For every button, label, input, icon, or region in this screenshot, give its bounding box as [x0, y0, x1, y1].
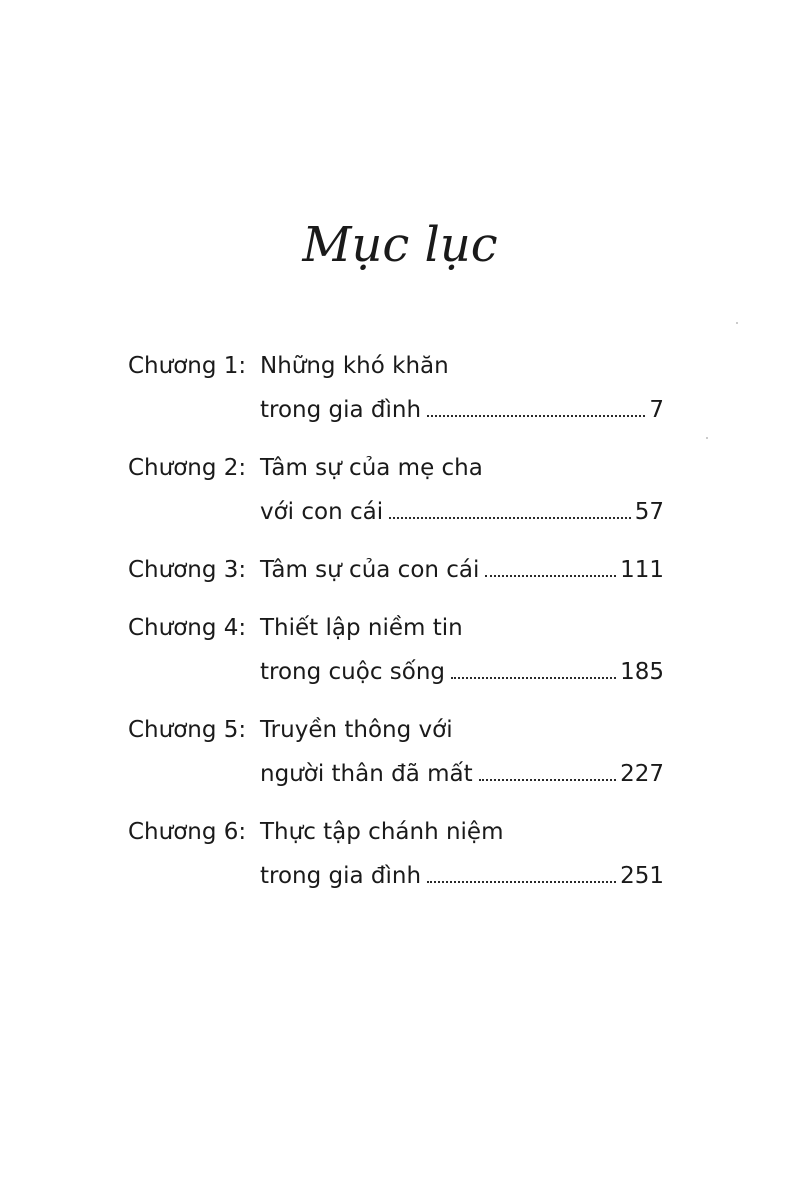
toc-entry-first-line	[128, 548, 668, 592]
page-title: Mục lục	[302, 217, 498, 273]
toc-entry-second-line	[128, 650, 668, 694]
dot-leader	[427, 880, 616, 883]
toc-entry-chapter-2[interactable]	[128, 446, 668, 534]
page-number: 57	[634, 499, 664, 525]
paper-speck	[706, 437, 708, 439]
toc-entry-first-line	[128, 606, 668, 650]
toc-entry-second-line	[128, 854, 668, 898]
chapter-title: Tâm sự của mẹ cha	[260, 455, 483, 481]
page-number: 111	[620, 557, 664, 583]
page-number: 251	[620, 863, 664, 889]
chapter-title: Những khó khăn	[260, 353, 449, 379]
chapter-title-continued: trong cuộc sống	[260, 659, 446, 685]
toc-entry-chapter-5[interactable]	[128, 708, 668, 796]
toc-entry-chapter-4[interactable]	[128, 606, 668, 694]
toc-entry-chapter-1[interactable]	[128, 344, 668, 432]
chapter-label: Chương 4:	[128, 615, 247, 641]
page-number: 185	[620, 659, 664, 685]
toc-entry-chapter-6[interactable]	[128, 810, 668, 898]
toc-entry-chapter-3[interactable]	[128, 548, 668, 592]
page-number: 7	[649, 397, 664, 423]
dot-leader	[389, 516, 631, 519]
chapter-label: Chương 1:	[128, 353, 247, 379]
toc-entry-second-line	[128, 752, 668, 796]
dot-leader	[451, 676, 616, 679]
toc-entry-first-line	[128, 708, 668, 752]
dot-leader	[427, 414, 645, 417]
page-number: 227	[620, 761, 664, 787]
toc-entry-first-line	[128, 344, 668, 388]
chapter-title: Tâm sự của con cái	[260, 557, 480, 583]
paper-speck	[736, 322, 738, 324]
chapter-title: Thiết lập niềm tin	[260, 615, 463, 641]
toc-entry-first-line	[128, 810, 668, 854]
toc-entry-second-line	[128, 490, 668, 534]
table-of-contents	[128, 344, 668, 912]
dot-leader	[479, 778, 616, 781]
toc-entry-second-line	[128, 388, 668, 432]
chapter-label: Chương 5:	[128, 717, 247, 743]
chapter-label: Chương 2:	[128, 455, 247, 481]
chapter-title-continued: người thân đã mất	[260, 761, 473, 787]
chapter-label: Chương 3:	[128, 557, 247, 583]
chapter-title: Truyền thông với	[260, 717, 453, 743]
chapter-label: Chương 6:	[128, 819, 247, 845]
chapter-title-continued: với con cái	[260, 499, 384, 525]
toc-entry-first-line	[128, 446, 668, 490]
dot-leader	[485, 574, 616, 577]
chapter-title-continued: trong gia đình	[260, 397, 422, 423]
chapter-title: Thực tập chánh niệm	[260, 819, 504, 845]
chapter-title-continued: trong gia đình	[260, 863, 422, 889]
